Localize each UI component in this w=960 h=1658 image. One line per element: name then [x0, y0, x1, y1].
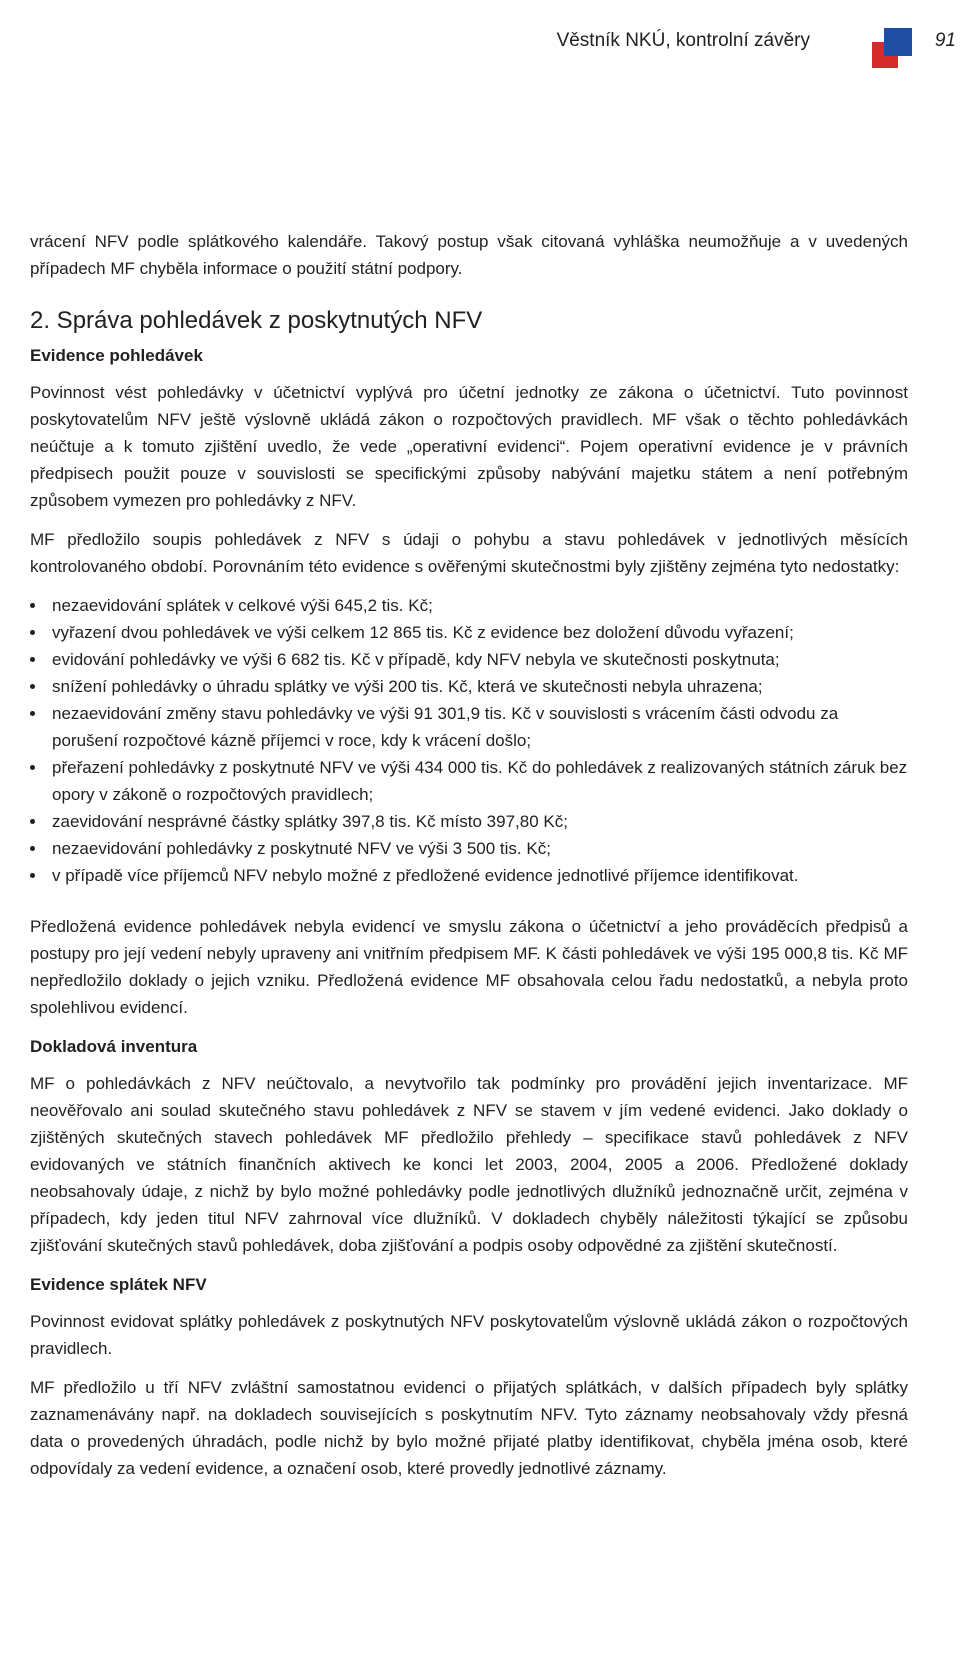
paragraph: MF předložilo soupis pohledávek z NFV s údaji o pohybu a stavu pohledávek v jednotlivých měsících kontrolovaného období. Porovnáním této evidence s ověřenými skutečnostmi byly zjištěny zejména tyto nedostatky:: [30, 530, 908, 576]
section-title: 2. Správa pohledávek z poskytnutých NFV: [30, 307, 483, 334]
list-item: nezaevidování změny stavu pohledávky ve výši 91 301,9 tis. Kč v souvislosti s vrácením části odvodu za porušení rozpočtové kázně příjemci v roce, kdy k vrácení došlo;: [30, 700, 908, 754]
list-item: nezaevidování pohledávky z poskytnuté NFV ve výši 3 500 tis. Kč;: [30, 835, 908, 862]
list-item: snížení pohledávky o úhradu splátky ve výši 200 tis. Kč, která ve skutečnosti nebyla uhrazena;: [30, 673, 908, 700]
list-item: evidování pohledávky ve výši 6 682 tis. Kč v případě, kdy NFV nebyla ve skutečnosti poskytnuta;: [30, 646, 908, 673]
list-item: zaevidování nesprávné částky splátky 397,8 tis. Kč místo 397,80 Kč;: [30, 808, 908, 835]
page-header: [0, 28, 960, 68]
paragraph: Povinnost vést pohledávky v účetnictví vyplývá pro účetní jednotky ze zákona o účetnictví. Tuto povinnost poskytovatelům NFV ještě výslovně ukládá zákon o rozpočtových pravidlech. MF však o těchto pohledávkách neúčtuje a k tomuto zjištění uvedlo, že vede „operativní evidenci“. Pojem operativní evidence je v právních předpisech použit pouze v souvislosti se specifickými způsoby nabývání majetku státem a není potřebným způsobem vymezen pro pohledávky z NFV.: [30, 383, 908, 510]
subheading-dokladova-inventura: Dokladová inventura: [30, 1037, 198, 1056]
list-item: v případě více příjemců NFV nebylo možné z předložené evidence jednotlivé příjemce identifikovat.: [30, 862, 908, 889]
page-number: 91: [934, 30, 956, 51]
intro-paragraph: vrácení NFV podle splátkového kalendáře. Takový postup však citovaná vyhláška neumožňuje a v uvedených případech MF chyběla informace o použití státní podpory.: [30, 232, 908, 278]
deficiency-list: [30, 592, 908, 889]
list-item: přeřazení pohledávky z poskytnuté NFV ve výši 434 000 tis. Kč do pohledávek z realizovaných státních záruk bez opory v zákoně o rozpočtových pravidlech;: [30, 754, 908, 808]
paragraph: Povinnost evidovat splátky pohledávek z poskytnutých NFV poskytovatelům výslovně ukládá zákon o rozpočtových pravidlech.: [30, 1312, 908, 1358]
list-item: vyřazení dvou pohledávek ve výši celkem 12 865 tis. Kč z evidence bez doložení důvodu vyřazení;: [30, 619, 908, 646]
running-title: Věstník NKÚ, kontrolní závěry: [556, 30, 810, 51]
list-item: nezaevidování splátek v celkové výši 645,2 tis. Kč;: [30, 592, 908, 619]
paragraph: MF předložilo u tří NFV zvláštní samostatnou evidenci o přijatých splátkách, v dalších případech byly splátky zaznamenávány např. na dokladech souvisejících s poskytnutím NFV. Tyto záznamy neobsahovaly vždy přesná data o provedených úhradách, podle nichž by bylo možné přijaté platby identifikovat, chyběla jména osob, které odpovídaly za vedení evidence, a označení osob, které provedly jednotlivé záznamy.: [30, 1378, 908, 1478]
subheading-evidence-splatek: Evidence splátek NFV: [30, 1275, 207, 1294]
paragraph: Předložená evidence pohledávek nebyla evidencí ve smyslu zákona o účetnictví a jeho prováděcích předpisů a postupy pro její vedení nebyly upraveny ani vnitřním předpisem MF. K části pohledávek ve výši 195 000,8 tis. Kč MF nepředložilo doklady o jejich vzniku. Předložená evidence MF obsahovala celou řadu nedostatků, a nebyla proto spolehlivou evidencí.: [30, 917, 908, 1017]
logo-blue-square: [884, 28, 912, 56]
nku-logo: [872, 28, 914, 70]
page-content: [30, 228, 908, 1494]
paragraph: MF o pohledávkách z NFV neúčtovalo, a nevytvořilo tak podmínky pro provádění jejich inventarizace. MF neověřovalo ani soulad skutečného stavu pohledávek z NFV se stavem v jím vedené evidenci. Jako doklady o zjištěných skutečných stavech pohledávek MF předložilo přehledy – specifikace stavů pohledávek z NFV evidovaných ve státních finančních aktivech ke konci let 2003, 2004, 2005 a 2006. Předložené doklady neobsahovaly údaje, z nichž by bylo možné pohledávky podle jednotlivých dlužníků jednoznačně určit, zejména v případech, kdy jeden titul NFV zahrnoval více dlužníků. V dokladech chyběly náležitosti týkající se způsobu zjišťování skutečných stavů pohledávek, doba zjišťování a podpis osoby odpovědné za zjištění skutečností.: [30, 1074, 908, 1255]
subheading-evidence-pohledavek: Evidence pohledávek: [30, 346, 203, 365]
